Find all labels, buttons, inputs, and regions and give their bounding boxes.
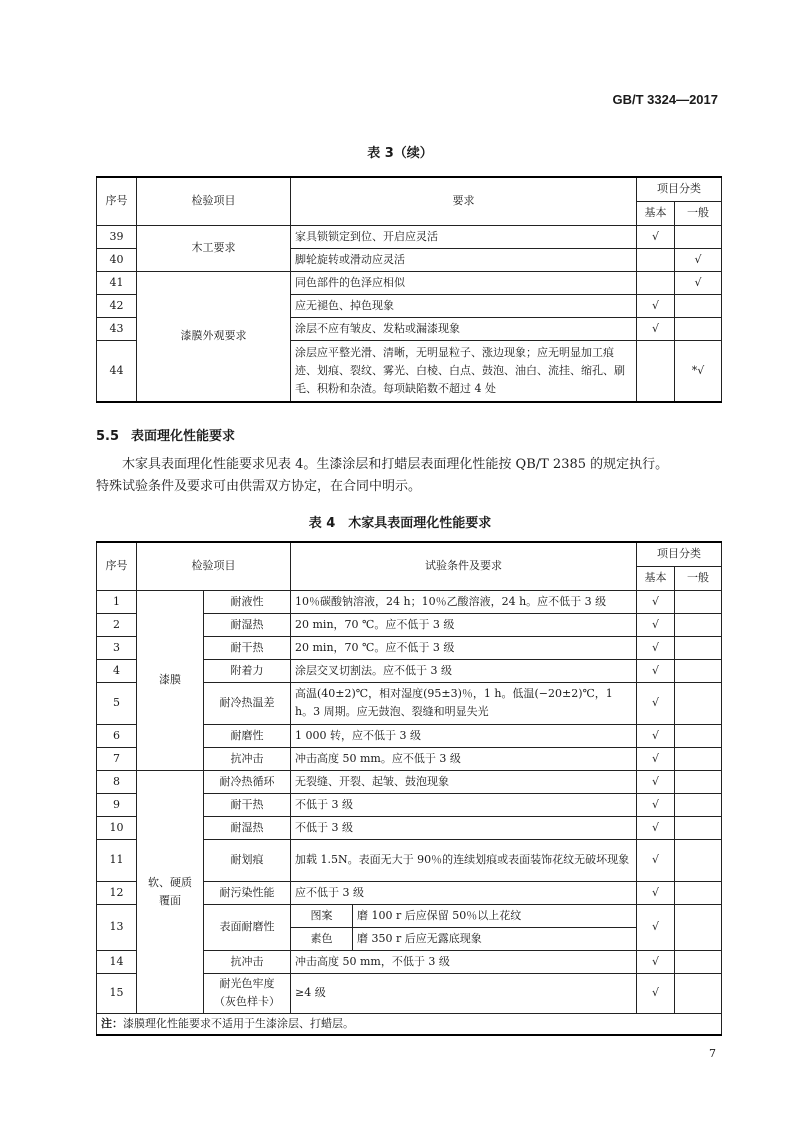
row-no: 41 xyxy=(97,271,137,294)
header-no: 序号 xyxy=(97,177,137,225)
row-basic: √ xyxy=(637,636,675,659)
row-general xyxy=(675,682,722,724)
row-no: 8 xyxy=(97,770,137,793)
section-heading xyxy=(96,425,235,444)
row-general: *√ xyxy=(675,340,722,402)
row-requirement: 涂层交叉切割法。应不低于 3 级 xyxy=(291,659,637,682)
row-basic: √ xyxy=(637,770,675,793)
row-requirement: 无裂缝、开裂、起皱、鼓泡现象 xyxy=(291,770,637,793)
row-item: 耐干热 xyxy=(204,636,291,659)
row-no: 13 xyxy=(97,904,137,950)
row-item: 抗冲击 xyxy=(204,950,291,973)
row-basic: √ xyxy=(637,973,675,1013)
row-general xyxy=(675,294,722,317)
row-requirement: 不低于 3 级 xyxy=(291,816,637,839)
row-basic: √ xyxy=(637,950,675,973)
header-class: 项目分类 xyxy=(637,542,722,566)
group-label: 漆膜 xyxy=(137,590,204,770)
row-requirement: 高温(40±2)℃，相对湿度(95±3)％，1 h。低温(−20±2)℃，1 h。3 周期。应无鼓泡、裂缝和明显失光 xyxy=(291,682,637,724)
note-label: 注： xyxy=(101,1016,123,1030)
row-item: 附着力 xyxy=(204,659,291,682)
row-no: 12 xyxy=(97,881,137,904)
row-general xyxy=(675,770,722,793)
group-label: 漆膜外观要求 xyxy=(137,271,291,402)
row-no: 39 xyxy=(97,225,137,248)
header-requirement: 试验条件及要求 xyxy=(291,542,637,590)
group-label: 软、硬质 覆面 xyxy=(137,770,204,1013)
row-general xyxy=(675,225,722,248)
table-note xyxy=(97,1013,722,1035)
row-general xyxy=(675,904,722,950)
row-item: 耐冷热温差 xyxy=(204,682,291,724)
row-basic: √ xyxy=(637,724,675,747)
header-no: 序号 xyxy=(97,542,137,590)
row-requirement: 冲击高度 50 mm，不低于 3 级 xyxy=(291,950,637,973)
row-basic: √ xyxy=(637,590,675,613)
row-basic: √ xyxy=(637,317,675,340)
row-item: 耐湿热 xyxy=(204,816,291,839)
row-general xyxy=(675,317,722,340)
standard-code: GB/T 3324—2017 xyxy=(612,92,718,107)
section-paragraph-cont: 特殊试验条件及要求可由供需双方协定，在合同中明示。 xyxy=(96,479,422,494)
row-no: 11 xyxy=(97,839,137,881)
row-no: 4 xyxy=(97,659,137,682)
row-general xyxy=(675,724,722,747)
row-requirement: 应不低于 3 级 xyxy=(291,881,637,904)
row-general: √ xyxy=(675,248,722,271)
row-requirement: 应无褪色、掉色现象 xyxy=(291,294,637,317)
group-label: 木工要求 xyxy=(137,225,291,271)
row-basic: √ xyxy=(637,659,675,682)
table3 xyxy=(96,176,722,403)
row-no: 14 xyxy=(97,950,137,973)
row-general xyxy=(675,839,722,881)
header-requirement: 要求 xyxy=(291,177,637,225)
section-number: 5.5 xyxy=(96,429,120,444)
row-basic: √ xyxy=(637,225,675,248)
row-no: 10 xyxy=(97,816,137,839)
row-basic: √ xyxy=(637,816,675,839)
row-no: 42 xyxy=(97,294,137,317)
row-requirement: ≥4 级 xyxy=(291,973,637,1013)
row-item: 耐磨性 xyxy=(204,724,291,747)
header-basic: 基本 xyxy=(637,566,675,590)
row-general xyxy=(675,636,722,659)
row-no: 7 xyxy=(97,747,137,770)
row-basic xyxy=(637,340,675,402)
row-basic: √ xyxy=(637,747,675,770)
section-title: 表面理化性能要求 xyxy=(131,429,236,444)
header-class: 项目分类 xyxy=(637,177,722,201)
table-note-row xyxy=(97,1013,722,1035)
row-requirement: 1 000 转，应不低于 3 级 xyxy=(291,724,637,747)
header-general: 一般 xyxy=(675,566,722,590)
section-paragraph: 木家具表面理化性能要求见表 4。生漆涂层和打蜡层表面理化性能按 QB/T 2385 的规定执行。 xyxy=(122,457,669,472)
table3-caption: 表 3（续） xyxy=(367,146,433,161)
row-no: 3 xyxy=(97,636,137,659)
row-requirement: 脚轮旋转或滑动应灵活 xyxy=(291,248,637,271)
row-no: 9 xyxy=(97,793,137,816)
row-basic: √ xyxy=(637,613,675,636)
row-requirement: 冲击高度 50 mm。应不低于 3 级 xyxy=(291,747,637,770)
table4-caption: 表 4 木家具表面理化性能要求 xyxy=(308,516,492,531)
header-item: 检验项目 xyxy=(137,542,291,590)
row-no: 43 xyxy=(97,317,137,340)
row-item: 耐光色牢度 （灰色样卡） xyxy=(204,973,291,1013)
row-requirement: 同色部件的色泽应相似 xyxy=(291,271,637,294)
row-no: 40 xyxy=(97,248,137,271)
row-item: 耐液性 xyxy=(204,590,291,613)
note-text: 漆膜理化性能要求不适用于生漆涂层、打蜡层。 xyxy=(123,1016,354,1030)
row-item: 耐污染性能 xyxy=(204,881,291,904)
row-general xyxy=(675,881,722,904)
sub-key: 素色 xyxy=(291,927,353,950)
row-basic: √ xyxy=(637,682,675,724)
row-requirement: 家具锁锁定到位、开启应灵活 xyxy=(291,225,637,248)
row-general xyxy=(675,659,722,682)
row-item: 耐干热 xyxy=(204,793,291,816)
header-general: 一般 xyxy=(675,201,722,225)
table-row xyxy=(97,770,722,793)
row-general xyxy=(675,973,722,1013)
row-requirement: 20 min，70 ℃。应不低于 3 级 xyxy=(291,636,637,659)
row-basic: √ xyxy=(637,881,675,904)
sub-value: 磨 350 r 后应无露底现象 xyxy=(353,927,637,950)
row-requirement: 不低于 3 级 xyxy=(291,793,637,816)
row-no: 2 xyxy=(97,613,137,636)
row-general xyxy=(675,613,722,636)
row-item: 抗冲击 xyxy=(204,747,291,770)
sub-value: 磨 100 r 后应保留 50％以上花纹 xyxy=(353,904,637,927)
row-general xyxy=(675,793,722,816)
row-item: 表面耐磨性 xyxy=(204,904,291,950)
sub-key: 图案 xyxy=(291,904,353,927)
row-basic: √ xyxy=(637,793,675,816)
row-basic xyxy=(637,271,675,294)
row-item: 耐划痕 xyxy=(204,839,291,881)
table-row xyxy=(97,590,722,613)
row-no: 15 xyxy=(97,973,137,1013)
header-item: 检验项目 xyxy=(137,177,291,225)
row-general: √ xyxy=(675,271,722,294)
row-basic: √ xyxy=(637,294,675,317)
row-no: 44 xyxy=(97,340,137,402)
row-general xyxy=(675,950,722,973)
row-basic: √ xyxy=(637,839,675,881)
row-basic xyxy=(637,248,675,271)
row-item: 耐冷热循环 xyxy=(204,770,291,793)
header-basic: 基本 xyxy=(637,201,675,225)
row-basic: √ xyxy=(637,904,675,950)
page-number: 7 xyxy=(709,1047,716,1060)
row-requirement: 加载 1.5N。表面无大于 90％的连续划痕或表面装饰花纹无破坏现象 xyxy=(291,839,637,881)
table-row xyxy=(97,271,722,294)
row-general xyxy=(675,816,722,839)
row-requirement: 10％碳酸钠溶液，24 h；10％乙酸溶液，24 h。应不低于 3 级 xyxy=(291,590,637,613)
row-item: 耐湿热 xyxy=(204,613,291,636)
row-requirement: 涂层应平整光滑、清晰，无明显粒子、涨边现象；应无明显加工痕迹、划痕、裂纹、雾光、白棱、白点、鼓泡、油白、流挂、缩孔、刷毛、积粉和杂渣。每项缺陷数不超过 4 处 xyxy=(291,340,637,402)
row-no: 5 xyxy=(97,682,137,724)
row-no: 6 xyxy=(97,724,137,747)
row-general xyxy=(675,747,722,770)
table4 xyxy=(96,541,722,1036)
row-no: 1 xyxy=(97,590,137,613)
row-requirement: 20 min，70 ℃。应不低于 3 级 xyxy=(291,613,637,636)
table-row xyxy=(97,225,722,248)
row-requirement: 涂层不应有皱皮、发粘或漏漆现象 xyxy=(291,317,637,340)
row-general xyxy=(675,590,722,613)
